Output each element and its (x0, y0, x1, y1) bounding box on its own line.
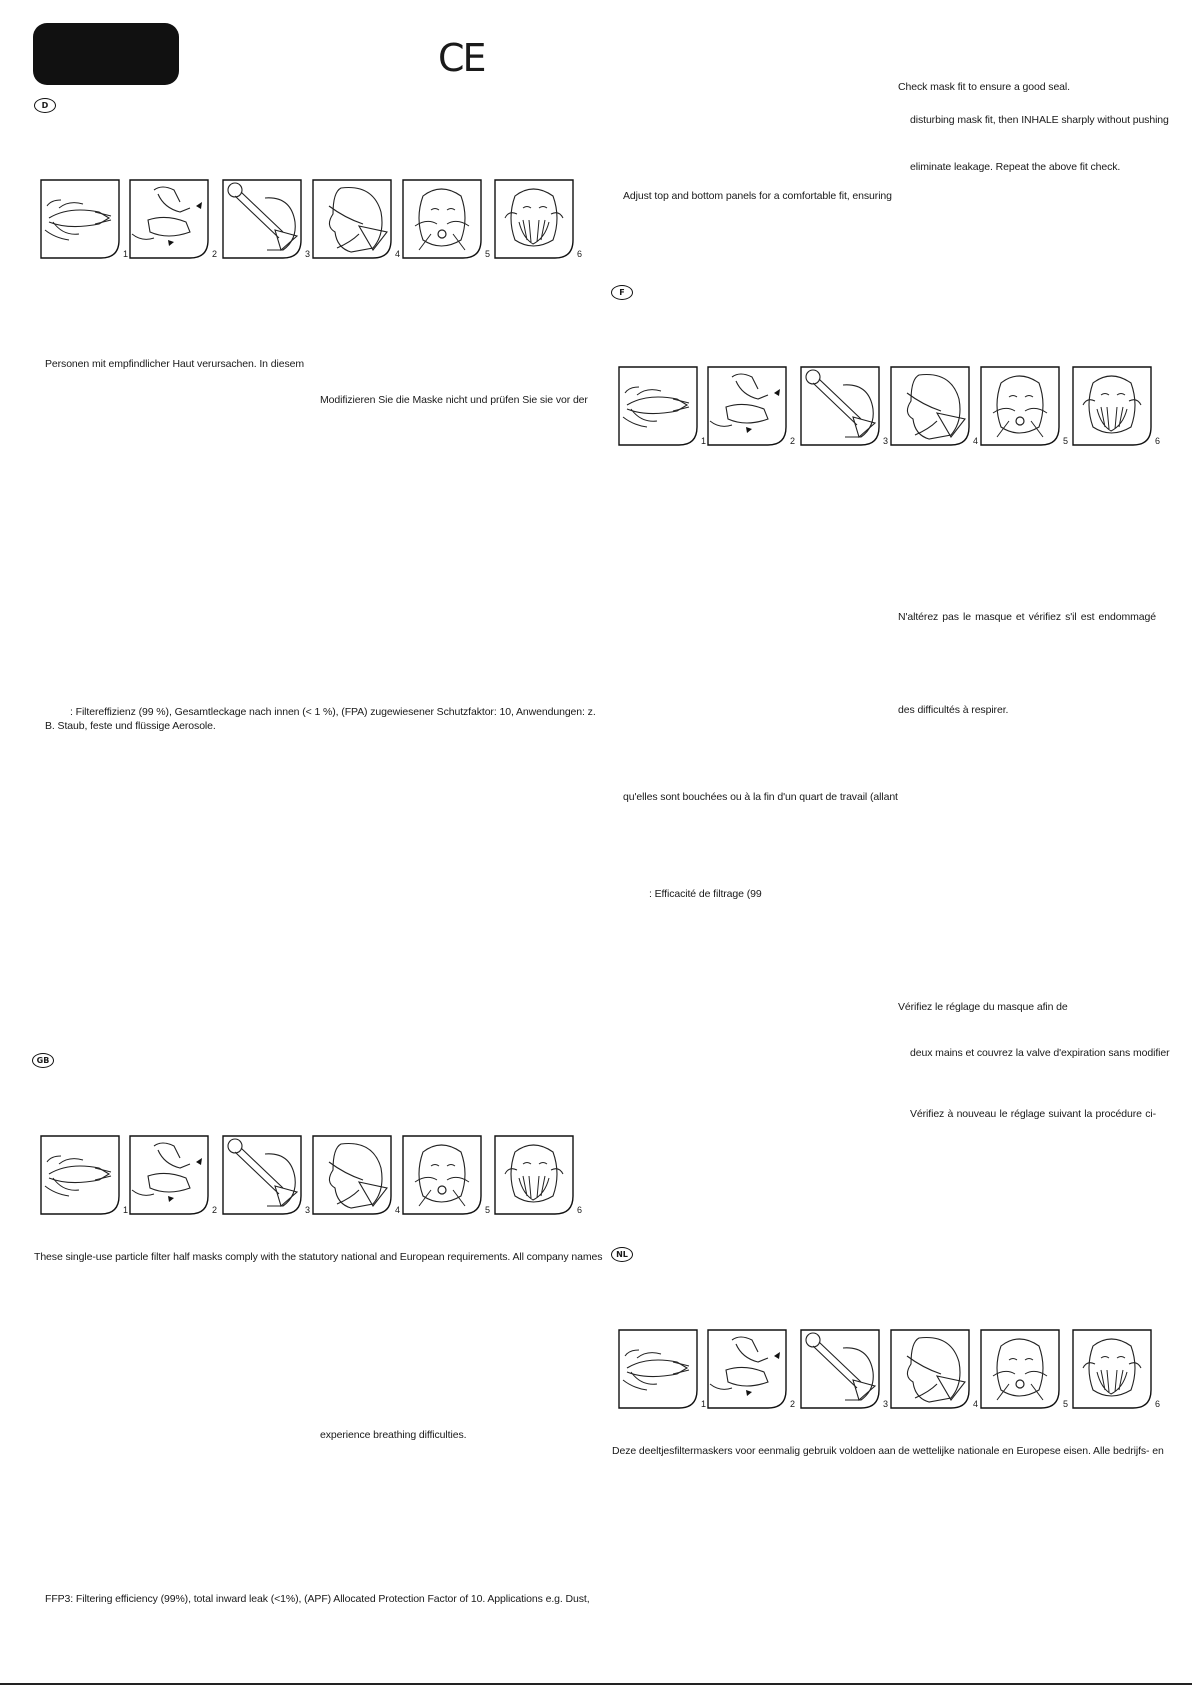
fitting-step-illustration-2 (706, 365, 788, 447)
step-number: 2 (212, 1205, 218, 1215)
illustration-row-gb (39, 1134, 583, 1218)
text-fr-4: : Efficacité de filtrage (99 (649, 888, 762, 900)
fitting-step-illustration-1 (39, 1134, 121, 1216)
mask-fitting-drawing (311, 1134, 393, 1216)
step-number: 6 (1155, 436, 1161, 446)
text-de-2: Modifizieren Sie die Maske nicht und prüfen Sie sie vor der (320, 394, 588, 406)
mask-fitting-drawing (1071, 1328, 1153, 1410)
mask-fitting-drawing (128, 178, 210, 260)
step-number: 3 (883, 436, 889, 446)
fitting-step-illustration-2 (706, 1328, 788, 1410)
text-gb-1: These single-use particle filter half masks comply with the statutory national and European requirements. All company names (34, 1251, 603, 1263)
fitting-step-illustration-5 (979, 365, 1061, 447)
step-number: 5 (485, 249, 491, 259)
fitting-step-illustration-4 (889, 365, 971, 447)
mask-fitting-drawing (221, 178, 303, 260)
step-number: 6 (577, 249, 583, 259)
step-number: 4 (395, 249, 401, 259)
step-number: 6 (1155, 1399, 1161, 1409)
step-number: 3 (305, 249, 311, 259)
mask-fitting-drawing (889, 365, 971, 447)
illustration-row-nl (617, 1328, 1161, 1412)
mask-fitting-drawing (617, 1328, 699, 1410)
step-number: 1 (701, 436, 707, 446)
fitting-step-illustration-2 (128, 1134, 210, 1216)
step-number: 5 (485, 1205, 491, 1215)
mask-fitting-drawing (311, 178, 393, 260)
text-fr-7: Vérifiez à nouveau le réglage suivant la procédure ci- (910, 1108, 1156, 1120)
text-fr-1: N'altérez pas le masque et vérifiez s'il est endommagé (898, 611, 1156, 623)
text-de-1: Personen mit empfindlicher Haut verursachen. In diesem (45, 358, 304, 370)
step-number: 2 (212, 249, 218, 259)
fitting-step-illustration-5 (401, 178, 483, 260)
mask-fitting-drawing (493, 178, 575, 260)
mask-fitting-drawing (39, 178, 121, 260)
text-fr-3: qu'elles sont bouchées ou à la fin d'un quart de travail (allant (623, 791, 898, 803)
mask-fitting-drawing (979, 365, 1061, 447)
fitting-step-illustration-3 (221, 178, 303, 260)
step-number: 3 (305, 1205, 311, 1215)
text-fr-6: deux mains et couvrez la valve d'expiration sans modifier (910, 1047, 1170, 1059)
illustration-row-de (39, 178, 583, 262)
step-number: 1 (123, 1205, 129, 1215)
text-en-right-3: eliminate leakage. Repeat the above fit check. (910, 161, 1121, 173)
fitting-step-illustration-4 (311, 178, 393, 260)
mask-fitting-drawing (493, 1134, 575, 1216)
step-number: 2 (790, 1399, 796, 1409)
step-number: 4 (973, 1399, 979, 1409)
text-fr-5: Vérifiez le réglage du masque afin de (898, 1001, 1068, 1013)
mask-fitting-drawing (221, 1134, 303, 1216)
mask-fitting-drawing (128, 1134, 210, 1216)
fitting-step-illustration-1 (617, 1328, 699, 1410)
fitting-step-illustration-3 (799, 365, 881, 447)
fitting-step-illustration-5 (979, 1328, 1061, 1410)
mask-fitting-drawing (706, 365, 788, 447)
step-number: 5 (1063, 436, 1069, 446)
text-gb-2: experience breathing difficulties. (320, 1429, 467, 1441)
illustration-row-fr (617, 365, 1161, 449)
mask-fitting-drawing (39, 1134, 121, 1216)
mask-fitting-drawing (401, 1134, 483, 1216)
fitting-step-illustration-3 (799, 1328, 881, 1410)
fitting-step-illustration-5 (401, 1134, 483, 1216)
step-number: 1 (701, 1399, 707, 1409)
text-en-right-1: Check mask fit to ensure a good seal. (898, 81, 1070, 93)
badge-gb: GB (32, 1053, 54, 1068)
step-number: 1 (123, 249, 129, 259)
mask-fitting-drawing (889, 1328, 971, 1410)
fitting-step-illustration-6 (493, 178, 575, 260)
mask-fitting-drawing (979, 1328, 1061, 1410)
text-de-3: : Filtereffizienz (99 %), Gesamtleckage nach innen (< 1 %), (FPA) zugewiesener Schutzfaktor: 10, Anwendungen: z. (70, 706, 596, 718)
mask-fitting-drawing (799, 365, 881, 447)
mask-fitting-drawing (617, 365, 699, 447)
badge-nl: NL (611, 1247, 633, 1262)
fitting-step-illustration-1 (39, 178, 121, 260)
step-number: 5 (1063, 1399, 1069, 1409)
text-en-right-2: disturbing mask fit, then INHALE sharply without pushing (910, 114, 1169, 126)
mask-fitting-drawing (799, 1328, 881, 1410)
fitting-step-illustration-6 (1071, 365, 1153, 447)
fitting-step-illustration-4 (311, 1134, 393, 1216)
text-gb-3: FFP3: Filtering efficiency (99%), total inward leak (<1%), (APF) Allocated Protection Factor of 10. Applications e.g. Dust, (45, 1593, 590, 1605)
text-nl-1: Deze deeltjesfiltermaskers voor eenmalig gebruik voldoen aan de wettelijke nationale en Europese eisen. Alle bedrijfs- en (612, 1445, 1164, 1457)
badge-de: D (34, 98, 56, 113)
ce-mark: CE (438, 36, 485, 80)
step-number: 3 (883, 1399, 889, 1409)
text-fr-2: des difficultés à respirer. (898, 704, 1009, 716)
fitting-step-illustration-4 (889, 1328, 971, 1410)
fitting-step-illustration-6 (493, 1134, 575, 1216)
fitting-step-illustration-2 (128, 178, 210, 260)
text-de-4: B. Staub, feste und flüssige Aerosole. (45, 720, 216, 732)
fitting-step-illustration-1 (617, 365, 699, 447)
black-header-tab (33, 23, 179, 85)
step-number: 6 (577, 1205, 583, 1215)
mask-fitting-drawing (1071, 365, 1153, 447)
mask-fitting-drawing (401, 178, 483, 260)
step-number: 4 (973, 436, 979, 446)
fitting-step-illustration-6 (1071, 1328, 1153, 1410)
text-en-right-4: Adjust top and bottom panels for a comfortable fit, ensuring (623, 190, 892, 202)
mask-fitting-drawing (706, 1328, 788, 1410)
step-number: 4 (395, 1205, 401, 1215)
step-number: 2 (790, 436, 796, 446)
badge-fr: F (611, 285, 633, 300)
fitting-step-illustration-3 (221, 1134, 303, 1216)
